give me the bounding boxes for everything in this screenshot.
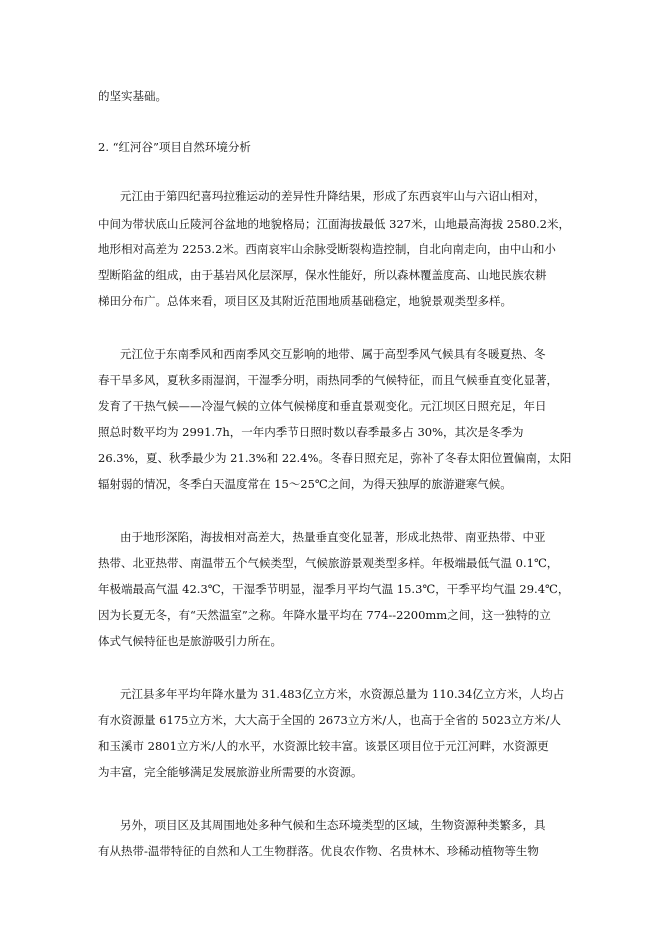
section-heading: 2. “红河谷”项目自然环境分析 — [98, 140, 251, 154]
paragraph-line: 由于地形深陷，海拔相对高差大，热量垂直变化显著，形成北热带、南亚热带、中亚 — [120, 530, 546, 544]
paragraph-line: 另外，项目区及其周围地处多种气候和生态环境类型的区域，生物资源种类繁多，具 — [120, 818, 546, 832]
paragraph-line: 照总时数平均为 2991.7h，一年内季节日照时数以春季最多占 30%，其次是冬季为 — [98, 425, 524, 439]
text-line: 的坚实基础。 — [98, 89, 167, 103]
paragraph-line: 因为长夏无冬，有“天然温室”之称。年降水量平均在 774--2200mm之间，这一独特的立 — [98, 608, 551, 622]
paragraph-line: 有水资源量 6175立方米，大大高于全国的 2673立方米/人，也高于全省的 5023立方米/人 — [98, 713, 562, 727]
paragraph-line: 辐射弱的情况，冬季白天温度常在 15～25℃之间，为得天独厚的旅游避寒气候。 — [98, 477, 512, 491]
paragraph-line: 和玉溪市 2801立方米/人的水平，水资源比较丰富。该景区项目位于元江河畔，水资源更 — [98, 739, 549, 753]
paragraph-line: 为丰富，完全能够满足发展旅游业所需要的水资源。 — [98, 765, 363, 779]
paragraph-line: 元江位于东南季风和西南季风交互影响的地带、属于高型季风气候具有冬暖夏热、冬 — [120, 347, 546, 361]
paragraph-line: 中间为带状底山丘陵河谷盆地的地貌格局；江面海拔最低 327米，山地最高海拔 2580.2米， — [98, 217, 570, 231]
paragraph-line: 元江由于第四纪喜玛拉雅运动的差异性升降结果，形成了东西哀牢山与六诏山相对， — [120, 189, 546, 203]
paragraph-line: 有从热带-温带特征的自然和人工生物群落。优良农作物、名贵林木、珍稀动植物等生物 — [98, 844, 539, 858]
paragraph-line: 梯田分布广。总体来看，项目区及其附近范围地质基础稳定，地貌景观类型多样。 — [98, 294, 512, 308]
paragraph-line: 发育了干热气候——冷湿气候的立体气候梯度和垂直景观变化。元江坝区日照充足，年日 — [98, 399, 547, 413]
paragraph-line: 型断陷盆的组成，由于基岩风化层深厚，保水性能好，所以森林覆盖度高、山地民族农耕 — [98, 268, 547, 282]
paragraph-line: 元江县多年平均年降水量为 31.483亿立方米，水资源总量为 110.34亿立方米，人均占 — [120, 687, 565, 701]
paragraph-line: 26.3%，夏、秋季最少为 21.3%和 22.4%。冬春日照充足，弥补了冬春太阳位置偏南，太阳 — [98, 451, 572, 465]
paragraph-line: 地形相对高差为 2253.2米。西南哀牢山余脉受断裂构造控制，自北向南走向，由中山和小 — [98, 242, 556, 256]
paragraph-line: 春干旱多风，夏秋多雨湿润，干湿季分明，雨热同季的气候特征，而且气候垂直变化显著， — [98, 373, 558, 387]
paragraph-line: 年极端最高气温 42.3℃，干湿季节明显，湿季月平均气温 15.3℃，干季平均气温 29.4℃， — [98, 582, 570, 596]
paragraph-line: 体式气候特征也是旅游吸引力所在。 — [98, 634, 282, 648]
paragraph-line: 热带、北亚热带、南温带五个气候类型，气候旅游景观类型多样。年极端最低气温 0.1℃， — [98, 556, 559, 570]
